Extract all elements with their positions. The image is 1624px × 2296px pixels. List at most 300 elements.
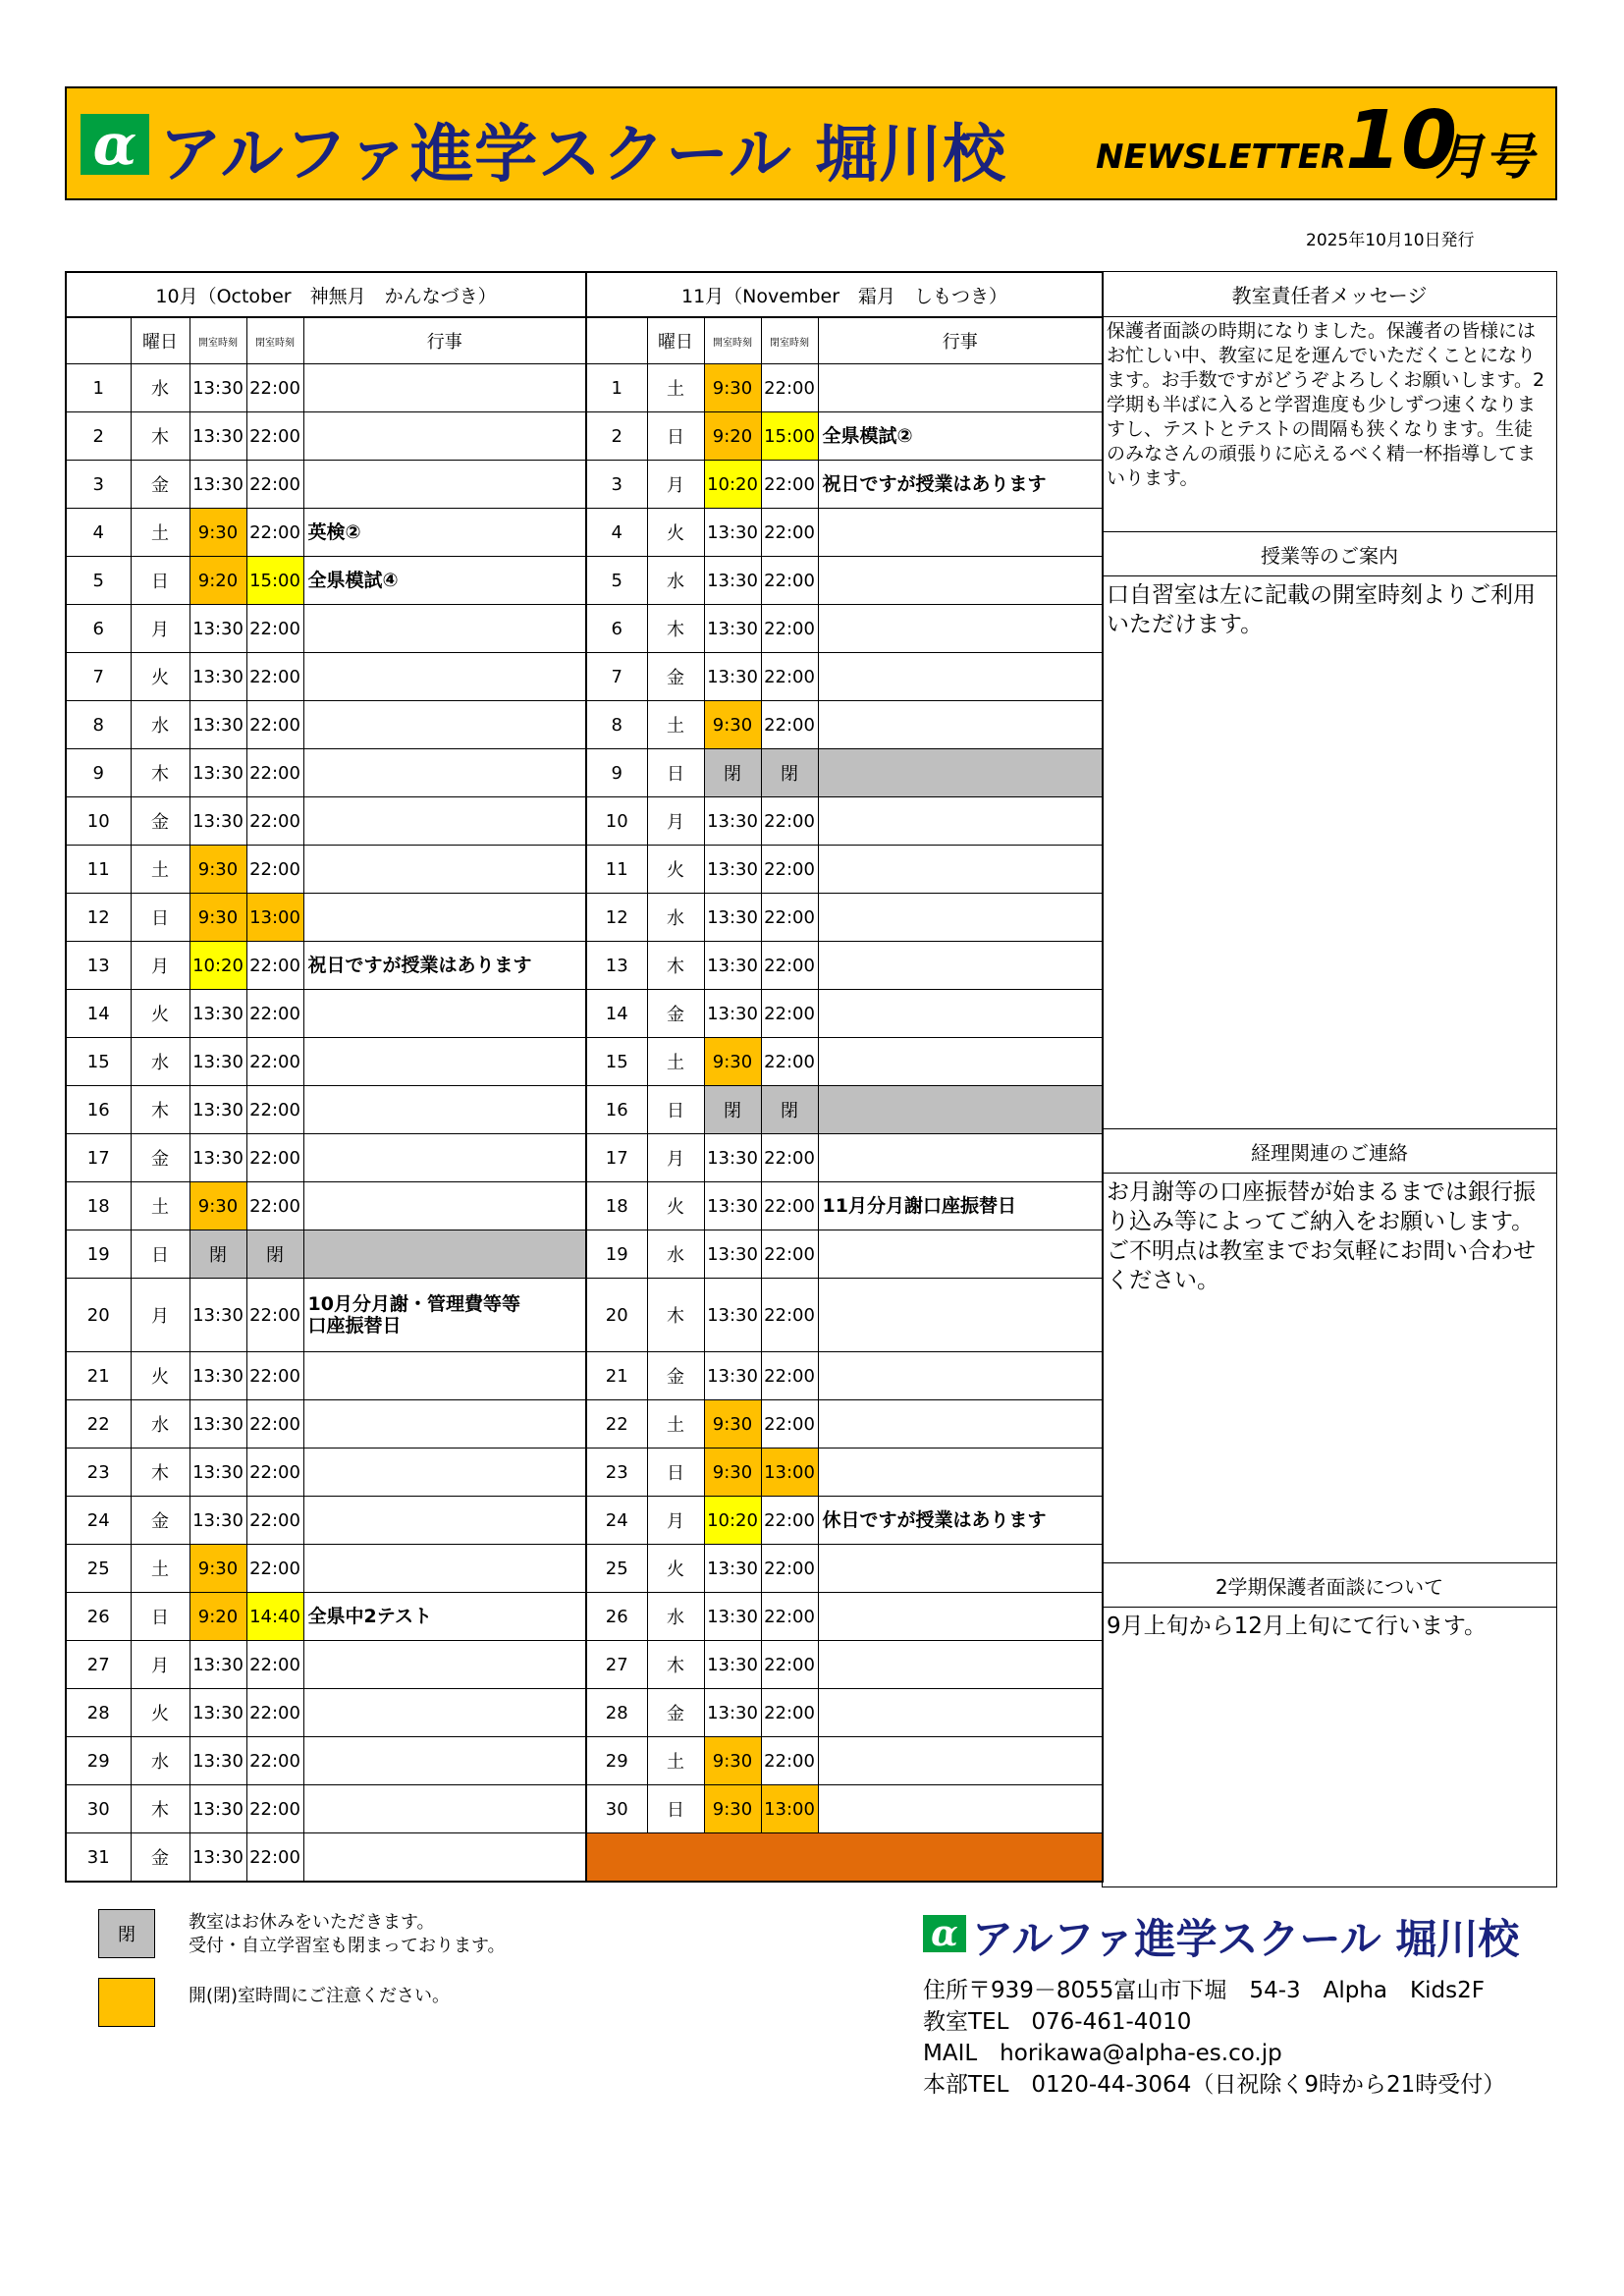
day-row (586, 894, 1103, 942)
weekday: 水 (131, 1400, 189, 1449)
close-time: 22:00 (246, 1689, 303, 1737)
closed-legend-line1: 教室はお休みをいただきます。 (189, 1912, 435, 1933)
day-row (66, 1182, 586, 1230)
open-time: 9:30 (189, 1545, 246, 1593)
newsletter-label: NEWSLETTER (1096, 137, 1347, 177)
close-time: 22:00 (761, 701, 818, 749)
event (303, 846, 586, 894)
weekday: 木 (647, 942, 704, 990)
day-number: 3 (586, 461, 647, 509)
footer-address: 住所〒939－8055富山市下堀 54-3 Alpha Kids2F (923, 1978, 1485, 2003)
open-time: 13:30 (704, 1230, 761, 1279)
day-number: 27 (66, 1641, 131, 1689)
weekday: 土 (647, 364, 704, 412)
close-time: 22:00 (246, 1785, 303, 1833)
close-time: 22:00 (761, 846, 818, 894)
day-number: 29 (66, 1737, 131, 1785)
day-row (586, 1134, 1103, 1182)
open-time: 9:30 (704, 1737, 761, 1785)
close-time: 22:00 (761, 653, 818, 701)
event (303, 412, 586, 461)
open-time: 9:30 (704, 1449, 761, 1497)
weekday: 火 (647, 509, 704, 557)
close-time: 22:00 (761, 1545, 818, 1593)
close-time: 22:00 (246, 1641, 303, 1689)
open-time: 13:30 (704, 1689, 761, 1737)
close-time: 22:00 (246, 1134, 303, 1182)
close-time: 22:00 (246, 461, 303, 509)
open-time: 13:30 (189, 1400, 246, 1449)
day-row (66, 1400, 586, 1449)
issue-month-number: 10 (1345, 94, 1458, 188)
open-time: 13:30 (704, 990, 761, 1038)
weekday: 木 (131, 1449, 189, 1497)
event (303, 461, 586, 509)
weekday: 水 (647, 1593, 704, 1641)
day-number: 24 (586, 1497, 647, 1545)
day-number: 11 (66, 846, 131, 894)
event (303, 1400, 586, 1449)
day-row (586, 605, 1103, 653)
open-time: 13:30 (704, 509, 761, 557)
event (818, 653, 1103, 701)
day-row (586, 557, 1103, 605)
day-number: 21 (66, 1352, 131, 1400)
event (303, 1833, 586, 1883)
day-number: 28 (66, 1689, 131, 1737)
close-time: 22:00 (761, 1279, 818, 1352)
day-row (66, 1593, 586, 1641)
footer-school-name: アルファ進学スクール 堀川校 (972, 1915, 1520, 1963)
close-time: 22:00 (761, 1737, 818, 1785)
day-row (586, 1400, 1103, 1449)
day-row (586, 1352, 1103, 1400)
open-time: 閉 (189, 1230, 246, 1279)
day-row (66, 1038, 586, 1086)
open-time: 13:30 (704, 1182, 761, 1230)
close-time: 閉 (246, 1230, 303, 1279)
closed-legend-text (189, 1911, 506, 1958)
event: 全県中2テスト (303, 1593, 586, 1641)
open-time: 13:30 (704, 1134, 761, 1182)
open-time: 13:30 (704, 1352, 761, 1400)
weekday: 木 (647, 1641, 704, 1689)
event (818, 1593, 1103, 1641)
event (818, 749, 1103, 797)
open-time: 13:30 (704, 1545, 761, 1593)
empty-day-filler (586, 1833, 1103, 1883)
footer-hq-tel: 本部TEL 0120-44-3064（日祝除く9時から21時受付） (923, 2072, 1506, 2098)
open-time: 13:30 (189, 1038, 246, 1086)
close-time: 22:00 (246, 1279, 303, 1352)
footer-alpha-logo-icon: α (923, 1915, 966, 1952)
october-title: 10月（October 神無月 かんなづき） (66, 272, 586, 317)
day-number: 5 (66, 557, 131, 605)
day-row (66, 605, 586, 653)
event (818, 1545, 1103, 1593)
close-time: 22:00 (246, 1449, 303, 1497)
event (818, 1449, 1103, 1497)
weekday: 土 (131, 509, 189, 557)
info-panel (1102, 271, 1557, 1887)
open-time: 閉 (704, 749, 761, 797)
accounting-title: 経理関連のご連絡 (1103, 1128, 1556, 1174)
event: 全県模試② (818, 412, 1103, 461)
day-row (66, 1230, 586, 1279)
event (818, 1086, 1103, 1134)
day-row (586, 364, 1103, 412)
close-time: 15:00 (246, 557, 303, 605)
col-close-header: 閉室時刻 (761, 317, 818, 364)
event (818, 894, 1103, 942)
weekday: 月 (131, 605, 189, 653)
day-number: 25 (586, 1545, 647, 1593)
open-time: 13:30 (189, 653, 246, 701)
col-weekday-header: 曜日 (647, 317, 704, 364)
weekday: 木 (647, 1279, 704, 1352)
open-time: 9:30 (704, 1400, 761, 1449)
close-time: 22:00 (761, 894, 818, 942)
open-time: 9:30 (704, 364, 761, 412)
day-row (586, 846, 1103, 894)
day-number: 26 (586, 1593, 647, 1641)
open-time: 13:30 (189, 1785, 246, 1833)
close-time: 22:00 (761, 942, 818, 990)
message-title: 教室責任者メッセージ (1103, 272, 1556, 317)
day-number: 27 (586, 1641, 647, 1689)
weekday: 土 (647, 1038, 704, 1086)
close-time: 22:00 (761, 1352, 818, 1400)
day-row (586, 749, 1103, 797)
day-number: 4 (586, 509, 647, 557)
day-number: 23 (586, 1449, 647, 1497)
weekday: 土 (131, 1182, 189, 1230)
day-number: 6 (66, 605, 131, 653)
day-number: 31 (66, 1833, 131, 1883)
close-time: 22:00 (246, 1545, 303, 1593)
event (818, 364, 1103, 412)
col-open-header: 開室時刻 (189, 317, 246, 364)
day-row (586, 1230, 1103, 1279)
day-row (586, 1593, 1103, 1641)
day-number: 6 (586, 605, 647, 653)
day-number: 20 (586, 1279, 647, 1352)
event (818, 1230, 1103, 1279)
event: 全県模試④ (303, 557, 586, 605)
weekday: 月 (647, 461, 704, 509)
day-number: 18 (66, 1182, 131, 1230)
message-body: 保護者面談の時期になりました。保護者の皆様にはお忙しい中、教室に足を運んでいただくことになります。お手数ですがどうぞよろしくお願いします。2学期も半ばに入ると学習進度も少しずつ速くなりますし、テストとテストの間隔も狭くなります。生徒のみなさんの頑張りに応えるべく精一杯指導してまいります。 (1107, 320, 1545, 489)
col-event-header: 行事 (818, 317, 1103, 364)
weekday: 金 (131, 1497, 189, 1545)
close-time: 22:00 (246, 1737, 303, 1785)
weekday: 日 (647, 1785, 704, 1833)
weekday: 金 (647, 990, 704, 1038)
weekday: 月 (131, 1641, 189, 1689)
col-event-header: 行事 (303, 317, 586, 364)
day-number: 5 (586, 557, 647, 605)
day-row (66, 1352, 586, 1400)
weekday: 日 (131, 1230, 189, 1279)
day-number: 17 (66, 1134, 131, 1182)
event (303, 1689, 586, 1737)
weekday: 日 (131, 1593, 189, 1641)
day-number: 11 (586, 846, 647, 894)
close-time: 22:00 (246, 1182, 303, 1230)
event (818, 846, 1103, 894)
event (818, 1038, 1103, 1086)
meeting-body: 9月上旬から12月上旬にて行います。 (1107, 1613, 1488, 1639)
event (303, 1737, 586, 1785)
closed-legend-swatch: 閉 (98, 1909, 155, 1958)
event (303, 605, 586, 653)
day-number: 18 (586, 1182, 647, 1230)
day-number: 12 (66, 894, 131, 942)
day-number: 15 (586, 1038, 647, 1086)
day-row (586, 1449, 1103, 1497)
col-day-header (586, 317, 647, 364)
open-time: 9:30 (189, 846, 246, 894)
day-number: 15 (66, 1038, 131, 1086)
close-time: 22:00 (246, 797, 303, 846)
day-number: 14 (586, 990, 647, 1038)
footer-mail[interactable]: MAIL horikawa@alpha-es.co.jp (923, 2041, 1282, 2066)
day-row (586, 1086, 1103, 1134)
open-time: 13:30 (704, 942, 761, 990)
open-time: 13:30 (704, 1279, 761, 1352)
weekday: 日 (647, 1086, 704, 1134)
weekday: 月 (647, 1134, 704, 1182)
day-row (66, 364, 586, 412)
weekday: 土 (131, 846, 189, 894)
day-row (66, 461, 586, 509)
weekday: 日 (647, 1449, 704, 1497)
day-row (586, 1038, 1103, 1086)
day-number: 9 (66, 749, 131, 797)
day-row (66, 894, 586, 942)
weekday: 水 (647, 894, 704, 942)
open-time: 13:30 (704, 846, 761, 894)
day-number: 10 (586, 797, 647, 846)
event (818, 1689, 1103, 1737)
event (303, 1449, 586, 1497)
close-time: 22:00 (246, 412, 303, 461)
close-time: 22:00 (246, 1833, 303, 1883)
day-row (66, 412, 586, 461)
open-time: 10:20 (189, 942, 246, 990)
day-number: 30 (66, 1785, 131, 1833)
weekday: 水 (131, 1038, 189, 1086)
day-number: 3 (66, 461, 131, 509)
close-time: 13:00 (246, 894, 303, 942)
day-number: 7 (586, 653, 647, 701)
open-time: 13:30 (189, 701, 246, 749)
weekday: 水 (647, 557, 704, 605)
day-row (586, 1689, 1103, 1737)
event (303, 364, 586, 412)
event (303, 1785, 586, 1833)
col-day-header (66, 317, 131, 364)
day-row (66, 1086, 586, 1134)
day-number: 29 (586, 1737, 647, 1785)
day-number: 4 (66, 509, 131, 557)
open-time: 10:20 (704, 461, 761, 509)
weekday: 月 (647, 1497, 704, 1545)
weekday: 火 (647, 846, 704, 894)
weekday: 日 (647, 412, 704, 461)
filler-row (586, 1833, 1103, 1883)
weekday: 金 (647, 1352, 704, 1400)
open-time: 13:30 (189, 605, 246, 653)
day-row (66, 509, 586, 557)
event (818, 1134, 1103, 1182)
event (303, 1497, 586, 1545)
day-row (586, 1641, 1103, 1689)
weekday: 土 (647, 1400, 704, 1449)
close-time: 閉 (761, 1086, 818, 1134)
event (303, 701, 586, 749)
weekday: 土 (131, 1545, 189, 1593)
close-time: 13:00 (761, 1785, 818, 1833)
day-number: 20 (66, 1279, 131, 1352)
day-row (66, 749, 586, 797)
november-title: 11月（November 霜月 しもつき） (586, 272, 1103, 317)
event (818, 942, 1103, 990)
close-time: 22:00 (246, 1352, 303, 1400)
day-number: 13 (66, 942, 131, 990)
close-time: 22:00 (761, 1400, 818, 1449)
open-time: 9:20 (189, 1593, 246, 1641)
day-number: 8 (66, 701, 131, 749)
open-time: 13:30 (189, 1641, 246, 1689)
open-time: 10:20 (704, 1497, 761, 1545)
open-time: 13:30 (189, 412, 246, 461)
day-number: 13 (586, 942, 647, 990)
day-row (66, 1279, 586, 1352)
day-row (66, 797, 586, 846)
weekday: 土 (647, 1737, 704, 1785)
weekday: 火 (131, 990, 189, 1038)
class-info-body: 口自習室は左に記載の開室時刻よりご利用いただけます。 (1107, 582, 1536, 637)
closed-legend-line2: 受付・自立学習室も閉まっております。 (189, 1936, 506, 1956)
event (818, 797, 1103, 846)
day-row (586, 461, 1103, 509)
day-row (66, 1737, 586, 1785)
weekday: 土 (647, 701, 704, 749)
weekday: 日 (131, 894, 189, 942)
event (303, 990, 586, 1038)
open-time: 13:30 (189, 1689, 246, 1737)
open-time: 13:30 (704, 1593, 761, 1641)
open-time: 9:30 (704, 701, 761, 749)
day-number: 17 (586, 1134, 647, 1182)
day-number: 9 (586, 749, 647, 797)
day-row (66, 653, 586, 701)
open-time: 9:30 (189, 894, 246, 942)
open-time: 13:30 (189, 1279, 246, 1352)
alpha-logo-icon: α (81, 114, 149, 175)
close-time: 22:00 (246, 846, 303, 894)
day-row (586, 701, 1103, 749)
event (818, 1737, 1103, 1785)
footer-tel: 教室TEL 076-461-4010 (923, 2009, 1192, 2035)
event: 祝日ですが授業はあります (303, 942, 586, 990)
close-time: 14:40 (246, 1593, 303, 1641)
open-time: 13:30 (189, 1833, 246, 1883)
open-time: 13:30 (189, 1352, 246, 1400)
close-time: 22:00 (761, 1230, 818, 1279)
open-time: 13:30 (189, 1449, 246, 1497)
day-row (66, 1833, 586, 1883)
open-time: 13:30 (189, 461, 246, 509)
weekday: 金 (131, 461, 189, 509)
weekday: 月 (131, 942, 189, 990)
day-number: 22 (586, 1400, 647, 1449)
day-number: 23 (66, 1449, 131, 1497)
day-row (586, 1545, 1103, 1593)
day-number: 26 (66, 1593, 131, 1641)
event (818, 701, 1103, 749)
day-number: 10 (66, 797, 131, 846)
close-time: 22:00 (761, 557, 818, 605)
time-notice-legend-text: 開(閉)室時間にご注意ください。 (189, 1986, 451, 2006)
open-time: 13:30 (189, 749, 246, 797)
weekday: 金 (647, 1689, 704, 1737)
weekday: 火 (647, 1182, 704, 1230)
day-row (66, 701, 586, 749)
event (303, 1134, 586, 1182)
event (818, 1641, 1103, 1689)
day-row (586, 797, 1103, 846)
day-row (66, 1641, 586, 1689)
close-time: 22:00 (761, 1497, 818, 1545)
header-banner (65, 86, 1557, 200)
event (818, 509, 1103, 557)
weekday: 月 (647, 797, 704, 846)
event (818, 557, 1103, 605)
open-time: 9:30 (189, 509, 246, 557)
day-number: 16 (586, 1086, 647, 1134)
day-row (66, 1785, 586, 1833)
open-time: 13:30 (704, 605, 761, 653)
day-row (586, 653, 1103, 701)
day-number: 30 (586, 1785, 647, 1833)
close-time: 22:00 (761, 1641, 818, 1689)
event (303, 1038, 586, 1086)
event (818, 1279, 1103, 1352)
issue-date: 2025年10月10日発行 (1306, 231, 1475, 250)
event (303, 1086, 586, 1134)
day-row (66, 1545, 586, 1593)
close-time: 22:00 (246, 1400, 303, 1449)
weekday: 日 (647, 749, 704, 797)
weekday: 金 (131, 797, 189, 846)
day-row (66, 1449, 586, 1497)
close-time: 22:00 (761, 1038, 818, 1086)
open-time: 9:20 (704, 412, 761, 461)
event: 祝日ですが授業はあります (818, 461, 1103, 509)
weekday: 水 (131, 701, 189, 749)
day-number: 16 (66, 1086, 131, 1134)
weekday: 日 (131, 557, 189, 605)
day-number: 2 (586, 412, 647, 461)
close-time: 22:00 (761, 1182, 818, 1230)
weekday: 火 (131, 1689, 189, 1737)
open-time: 13:30 (704, 653, 761, 701)
open-time: 13:30 (704, 557, 761, 605)
weekday: 金 (647, 653, 704, 701)
close-time: 15:00 (761, 412, 818, 461)
